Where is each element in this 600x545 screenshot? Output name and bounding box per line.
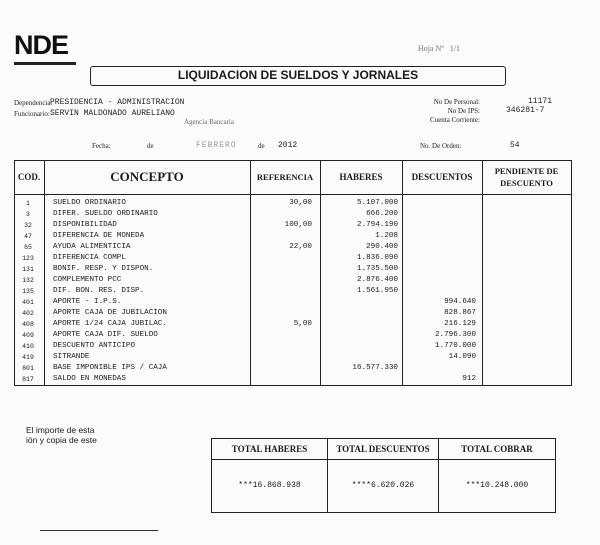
col-header-referencia: REFERENCIA [256,172,314,182]
table-row [14,220,572,231]
table-row [14,308,572,319]
fecha-de: de [147,142,154,150]
col-header-cod: COD. [17,172,41,182]
table-row [14,374,572,385]
table-row [14,363,572,374]
row-haberes: 2.794.190 [356,221,398,229]
total-cobrar-label: TOTAL COBRAR [439,439,555,460]
ips-value: 346281-7 [506,106,545,115]
row-code: 408 [22,321,34,328]
row-descuentos: 2.796.300 [434,331,476,339]
table-row [14,264,572,275]
row-haberes: 666.200 [366,210,398,218]
ips-label: No De IPS: [447,107,480,115]
cuenta-label: Cuenta Corriente: [430,116,480,124]
col-header-haberes: HABERES [339,172,383,182]
row-code: 65 [24,244,32,251]
table-row [14,275,572,286]
row-descuentos: 14.090 [448,353,476,361]
row-concepto: DIF. BON. RES. DISP. [53,287,145,295]
row-code: 817 [22,376,34,383]
funcionario-label: Funcionario: [14,110,50,118]
row-concepto: DESCUENTO ANTICIPO [53,342,136,350]
row-code: 135 [22,288,34,295]
row-code: 47 [24,233,32,240]
cargo: Agencia Bancaria [184,118,234,126]
footer-note-line-1: El importe de esta [26,425,95,435]
dependencia-label: Dependencia: [14,99,53,107]
personal-value: 11171 [528,97,553,106]
fecha-label: Fecha: [92,142,111,150]
fecha-anio: 2012 [278,141,298,150]
table-row [14,297,572,308]
row-haberes: 290.400 [366,243,398,251]
row-concepto: BONIF. RESP. Y DISPON. [53,265,154,273]
row-descuentos: 216.129 [444,320,476,328]
row-concepto: DISPONIBILIDAD [53,221,117,229]
row-code: 131 [22,266,34,273]
row-descuentos: 1.770.000 [434,342,476,350]
row-referencia: 100,00 [284,221,312,229]
signature-line [40,530,158,531]
row-concepto: APORTE 1/24 CAJA JUBILAC. [53,320,167,328]
row-code: 801 [22,365,34,372]
logo: NDE [14,30,69,60]
row-code: 409 [22,332,34,339]
row-code: 410 [22,343,34,350]
total-haberes-label: TOTAL HABERES [212,439,327,460]
total-cobrar-cell [439,439,555,512]
row-descuentos: 912 [462,375,476,383]
row-code: 32 [24,222,32,229]
footer-note [26,425,97,445]
row-concepto: APORTE CAJA DE JUBILACION [53,309,167,317]
table-row [14,231,572,242]
table-row [14,253,572,264]
table-bottom-border [14,385,572,386]
col-header-descuentos: DESCUENTOS [411,172,473,182]
row-concepto: APORTE - I.P.S. [53,298,122,306]
orden-value: 54 [510,141,520,150]
row-concepto: SITRANDE [53,353,90,361]
row-descuentos: 994.640 [444,298,476,306]
row-code: 123 [22,255,34,262]
footer-note-line-2: ión y copia de este [26,435,97,445]
funcionario-value: SERVIN MALDONADO AURELIANO [50,109,175,118]
row-code: 401 [22,299,34,306]
table-row [14,286,572,297]
row-haberes: 5.107.000 [356,199,398,207]
row-code: 132 [22,277,34,284]
hoja-label: Hoja Nº [418,44,444,53]
col-header-concepto: CONCEPTO [110,169,184,184]
col-header-pendiente: PENDIENTE DE DESCUENTO [494,166,559,188]
row-referencia: 5,00 [293,320,312,328]
row-concepto: COMPLEMENTO PCC [53,276,122,284]
row-haberes: 1.208 [375,232,398,240]
row-referencia: 30,00 [289,199,312,207]
row-haberes: 1.561.950 [356,287,398,295]
row-concepto: DIFERENCIA COMPL [53,254,126,262]
row-concepto: SALDO EN MONEDAS [53,375,126,383]
table-header-border [14,194,572,195]
total-descuentos-label: TOTAL DESCUENTOS [328,439,438,460]
fecha-mes: FEBRERO [196,141,237,150]
row-haberes: 1.836.090 [356,254,398,262]
title-box [90,66,506,86]
table-row [14,198,572,209]
row-concepto: APORTE CAJA DIF. SUELDO [53,331,158,339]
table-row [14,330,572,341]
table-row [14,242,572,253]
row-concepto: SUELDO ORDINARIO [53,199,126,207]
row-code: 1 [26,200,30,207]
total-haberes-cell [212,439,328,512]
dependencia-value: PRESIDENCIA - ADMINISTRACION [50,98,185,107]
table-row [14,319,572,330]
logo-underline [14,62,76,65]
total-descuentos-value: ****6.620.026 [351,481,415,490]
table-row [14,341,572,352]
hoja-value: 1/1 [449,44,461,53]
row-haberes: 1.735.500 [356,265,398,273]
personal-label: No De Personal: [433,98,480,106]
orden-label: No. De Orden: [420,142,462,150]
total-descuentos-cell [328,439,439,512]
row-concepto: AYUDA ALIMENTICIA [53,243,131,251]
row-code: 419 [22,354,34,361]
table-row [14,352,572,363]
row-haberes: 16.577.330 [352,364,398,372]
totals-box [211,438,556,513]
total-cobrar-value: ***10.248.000 [465,481,529,490]
liquidacion-table [14,160,572,386]
fecha-de-2: de [258,142,265,150]
total-haberes-value: ***16.868.938 [238,481,301,490]
row-haberes: 2.876.400 [356,276,398,284]
document-title: LIQUIDACION DE SUELDOS Y JORNALES [177,68,419,82]
row-code: 402 [22,310,34,317]
row-concepto: DIFERENCIA DE MONEDA [53,232,145,240]
page-number [418,44,460,53]
row-referencia: 22,00 [289,243,312,251]
row-descuentos: 828.867 [444,309,476,317]
row-concepto: DIFER. SUELDO ORDINARIO [53,210,158,218]
table-row [14,209,572,220]
row-code: 3 [26,211,30,218]
row-concepto: BASE IMPONIBLE IPS / CAJA [53,364,167,372]
